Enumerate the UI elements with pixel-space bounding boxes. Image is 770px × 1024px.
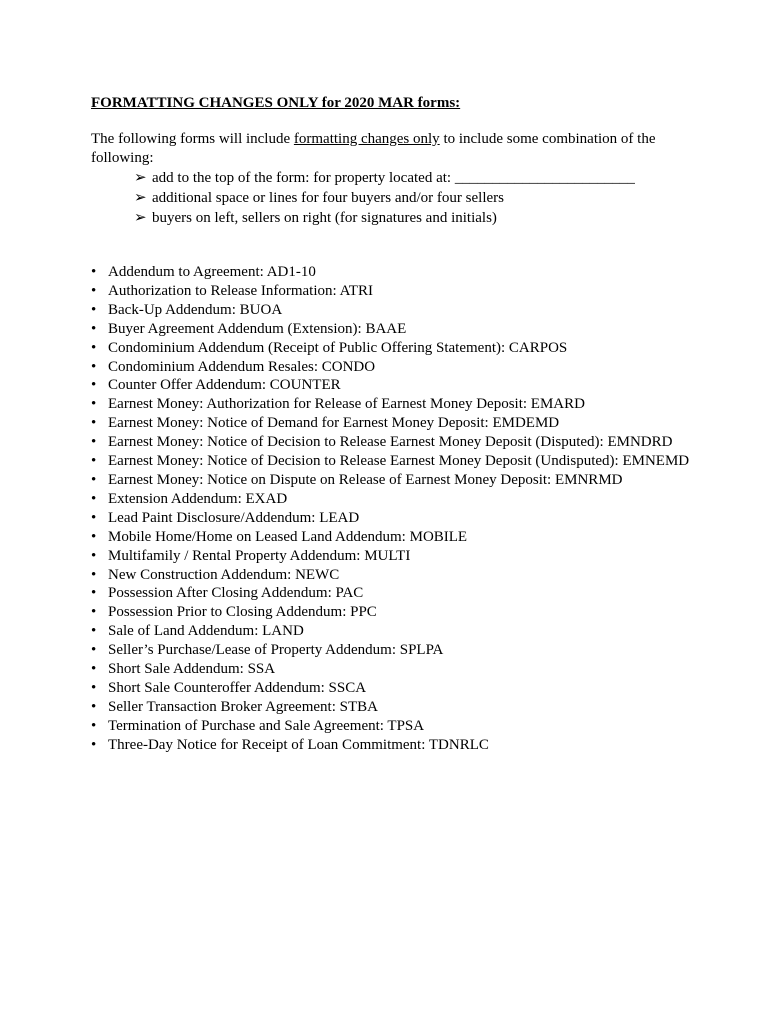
bullet-icon: • (91, 339, 97, 356)
list-item (91, 547, 691, 566)
form-name: Lead Paint Disclosure/Addendum: LEAD (108, 509, 360, 526)
list-item (91, 339, 691, 358)
arrow-bullet-icon: ➢ (134, 170, 147, 186)
change-item (134, 208, 635, 228)
change-item (134, 188, 635, 208)
form-name: Sale of Land Addendum: LAND (108, 623, 304, 640)
form-name: Earnest Money: Authorization for Release of Earnest Money Deposit: EMARD (108, 396, 585, 413)
bullet-icon: • (91, 623, 97, 640)
list-item (91, 452, 691, 471)
bullet-icon: • (91, 509, 97, 526)
form-name: Possession Prior to Closing Addendum: PPC (108, 604, 377, 621)
bullet-icon: • (91, 301, 97, 318)
change-item (134, 168, 635, 188)
list-item (91, 717, 691, 736)
intro-underlined-text: formatting changes only (293, 131, 440, 147)
list-item (91, 471, 691, 490)
bullet-icon: • (91, 736, 97, 753)
bullet-icon: • (91, 264, 97, 280)
list-item (91, 395, 691, 414)
form-name: Extension Addendum: EXAD (108, 490, 288, 507)
form-name: Addendum to Agreement: AD1-10 (108, 264, 316, 280)
form-name: Multifamily / Rental Property Addendum: MULTI (108, 547, 411, 564)
form-name: Seller’s Purchase/Lease of Property Addendum: SPLPA (108, 642, 444, 659)
bullet-icon: • (91, 490, 97, 507)
form-name: Condominium Addendum (Receipt of Public Offering Statement): CARPOS (108, 339, 568, 356)
list-item (91, 679, 691, 698)
intro-prefix: The following forms will include (91, 131, 294, 147)
bullet-icon: • (91, 547, 97, 564)
list-item (91, 433, 691, 452)
bullet-icon: • (91, 585, 97, 602)
bullet-icon: • (91, 679, 97, 696)
list-item (91, 376, 691, 395)
bullet-icon: • (91, 453, 97, 470)
change-item-text: add to the top of the form: for property located at: ________________________ (152, 170, 635, 186)
list-item (91, 528, 691, 547)
list-item (91, 698, 691, 717)
bullet-icon: • (91, 642, 97, 659)
list-item (91, 263, 691, 282)
bullet-icon: • (91, 566, 97, 583)
form-name: Termination of Purchase and Sale Agreement: TPSA (108, 717, 425, 734)
change-item-text: buyers on left, sellers on right (for signatures and initials) (152, 210, 497, 226)
form-name: Short Sale Addendum: SSA (108, 661, 276, 678)
bullet-icon: • (91, 434, 97, 451)
form-name: Earnest Money: Notice of Decision to Release Earnest Money Deposit (Undisputed): EMNEMD (108, 453, 690, 470)
form-name: Authorization to Release Information: ATRI (108, 282, 373, 299)
list-item (91, 320, 691, 339)
form-name: Back-Up Addendum: BUOA (108, 301, 283, 318)
form-name: Earnest Money: Notice of Decision to Release Earnest Money Deposit (Disputed): EMNDRD (108, 434, 673, 451)
intro-suffix: to include some combination of the following: (91, 131, 656, 166)
form-name: Mobile Home/Home on Leased Land Addendum: MOBILE (108, 528, 468, 545)
list-item (91, 622, 691, 641)
form-name: New Construction Addendum: NEWC (108, 566, 340, 583)
change-item-text: additional space or lines for four buyers and/or four sellers (152, 190, 504, 206)
bullet-icon: • (91, 471, 97, 488)
bullet-icon: • (91, 415, 97, 432)
bullet-icon: • (91, 604, 97, 621)
forms-list (91, 263, 691, 755)
bullet-icon: • (91, 358, 97, 375)
list-item (91, 282, 691, 301)
form-name: Short Sale Counteroffer Addendum: SSCA (108, 679, 367, 696)
arrow-bullet-icon: ➢ (134, 190, 147, 206)
bullet-icon: • (91, 377, 97, 394)
list-item (91, 566, 691, 585)
form-name: Condominium Addendum Resales: CONDO (108, 358, 376, 375)
form-name: Buyer Agreement Addendum (Extension): BAAE (108, 320, 407, 337)
bullet-icon: • (91, 320, 97, 337)
form-name: Earnest Money: Notice on Dispute on Release of Earnest Money Deposit: EMNRMD (108, 471, 623, 488)
list-item (91, 584, 691, 603)
bullet-icon: • (91, 717, 97, 734)
form-name: Seller Transaction Broker Agreement: STBA (108, 698, 378, 715)
form-name: Counter Offer Addendum: COUNTER (108, 377, 341, 394)
form-name: Possession After Closing Addendum: PAC (108, 585, 364, 602)
intro-paragraph (91, 130, 691, 168)
list-item (91, 509, 691, 528)
list-item (91, 490, 691, 509)
list-item (91, 603, 691, 622)
change-list (134, 168, 635, 228)
list-item (91, 641, 691, 660)
list-item (91, 301, 691, 320)
list-item (91, 414, 691, 433)
bullet-icon: • (91, 528, 97, 545)
document-title: FORMATTING CHANGES ONLY for 2020 MAR forms: (91, 95, 461, 111)
form-name: Earnest Money: Notice of Demand for Earnest Money Deposit: EMDEMD (108, 415, 560, 432)
form-name: Three-Day Notice for Receipt of Loan Commitment: TDNRLC (108, 736, 489, 753)
list-item (91, 358, 691, 377)
list-item (91, 660, 691, 679)
bullet-icon: • (91, 698, 97, 715)
list-item (91, 736, 691, 755)
bullet-icon: • (91, 282, 97, 299)
bullet-icon: • (91, 396, 97, 413)
bullet-icon: • (91, 661, 97, 678)
arrow-bullet-icon: ➢ (134, 210, 147, 226)
